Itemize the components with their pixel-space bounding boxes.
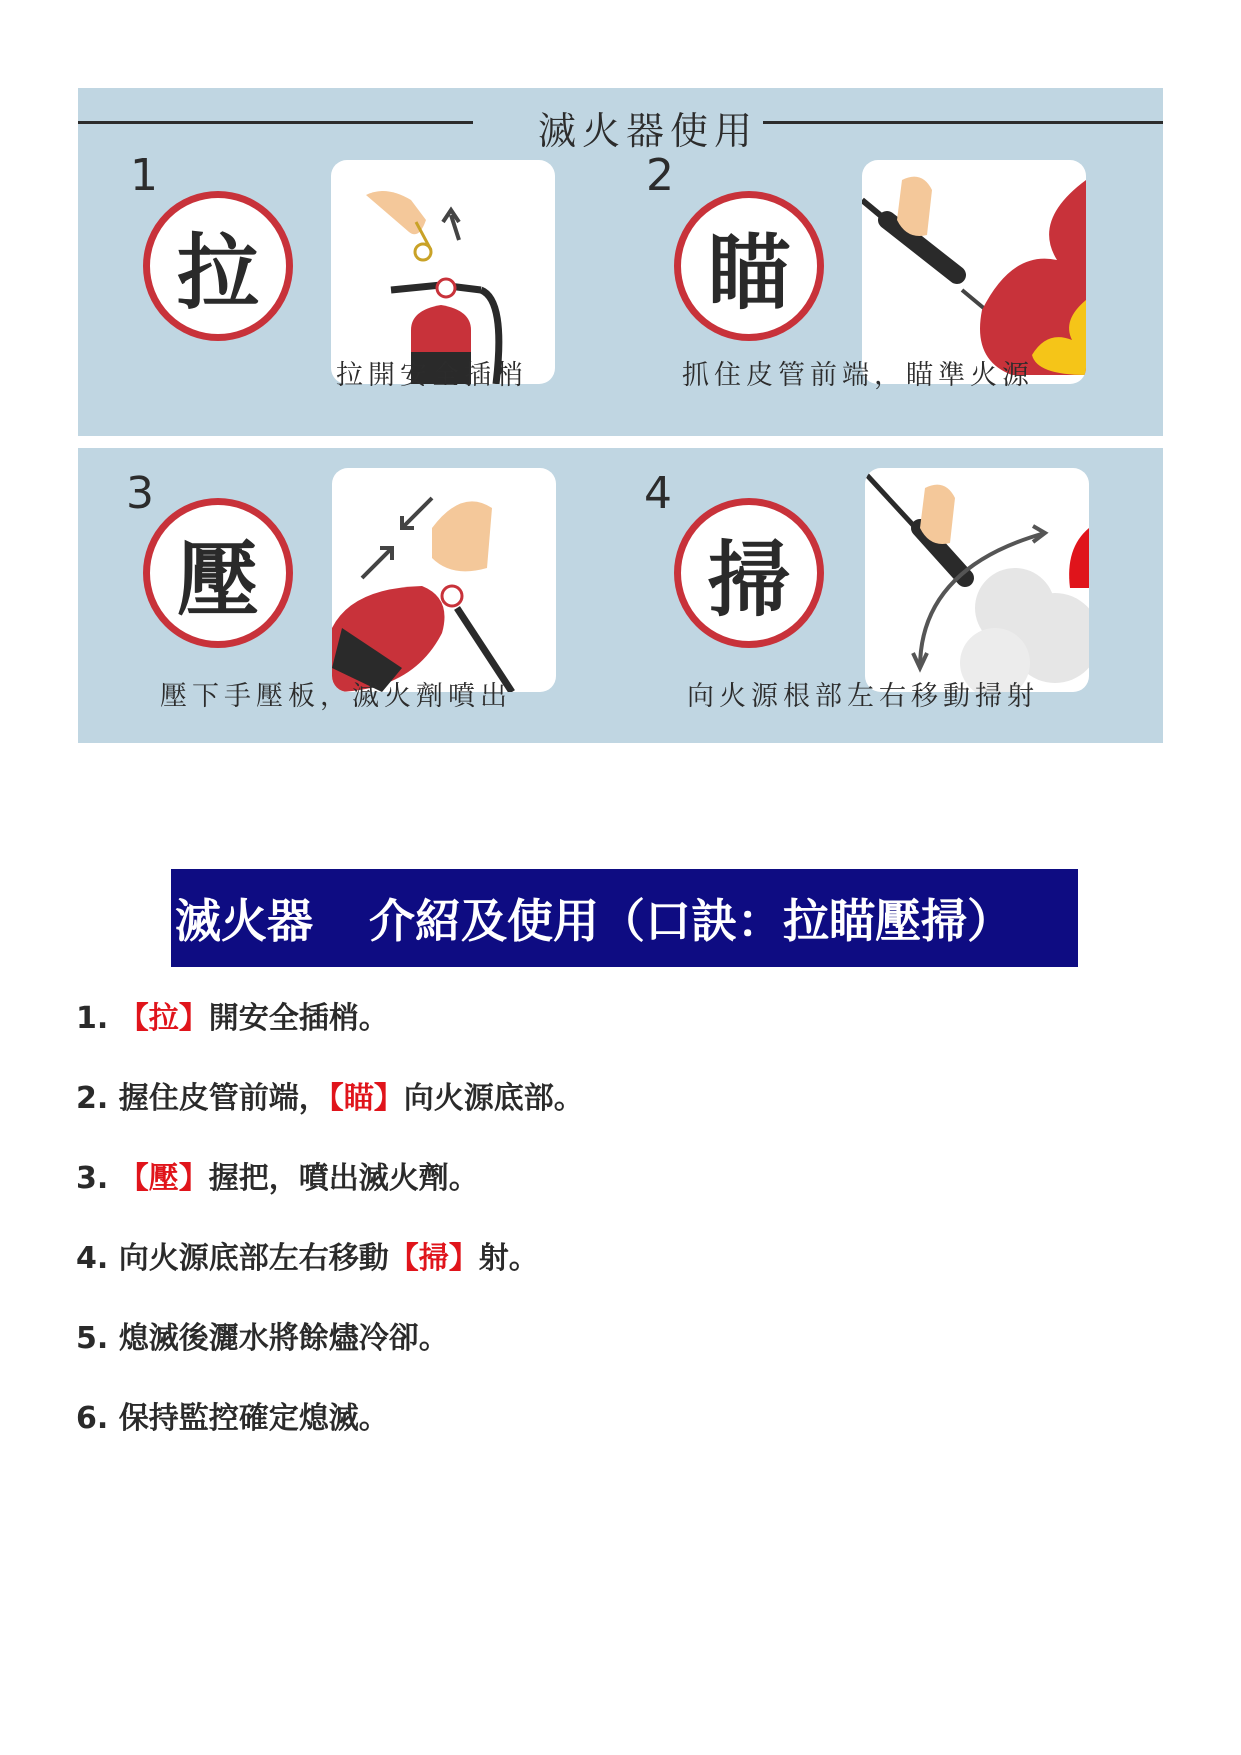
step-2-number: 2 (646, 150, 674, 201)
sweep-illustration (865, 468, 1089, 692)
squeeze-lever-illustration (332, 468, 556, 692)
aim-hose-illustration (862, 160, 1086, 384)
step-4-number: 4 (644, 468, 672, 519)
step-2-sign: 瞄 (674, 191, 824, 341)
list-item: 5. 熄滅後灑水將餘燼冷卻。 (76, 1321, 449, 1356)
heading-part-2: 介紹及使用（口訣：拉瞄壓掃） (369, 894, 1013, 948)
banner-title: 滅火器使用 (537, 109, 758, 153)
heading-part-1: 滅火器 (175, 894, 313, 948)
step-3-number: 3 (126, 468, 154, 519)
list-item: 6. 保持監控確定熄滅。 (76, 1401, 389, 1436)
step-1-number: 1 (130, 150, 158, 201)
list-item: 3. 【壓】握把，噴出滅火劑。 (76, 1161, 479, 1196)
step-4-sign: 掃 (674, 498, 824, 648)
step-4-caption: 向火源根部左右移動掃射 (687, 681, 1039, 712)
list-item: 2. 握住皮管前端，【瞄】向火源底部。 (76, 1081, 584, 1116)
instruction-list (76, 995, 584, 1475)
list-item: 4. 向火源底部左右移動【掃】射。 (76, 1241, 539, 1276)
title-divider-right (763, 121, 1163, 124)
keyword-aim: 【瞄】 (328, 1081, 404, 1116)
keyword-sweep: 【掃】 (388, 1241, 479, 1276)
pull-pin-illustration (331, 160, 555, 384)
fire-extinguisher-banner-top (78, 88, 1163, 436)
list-item: 1. 【拉】開安全插梢。 (76, 1001, 389, 1036)
title-divider-left (78, 121, 473, 124)
keyword-pull: 【拉】 (118, 1001, 209, 1036)
keyword-squeeze: 【壓】 (118, 1161, 209, 1196)
step-1-caption: 拉開安全插梢 (336, 360, 528, 391)
fire-extinguisher-banner-bottom (78, 448, 1163, 743)
step-2-caption: 抓住皮管前端，瞄準火源 (682, 360, 1034, 391)
step-3-sign: 壓 (143, 498, 293, 648)
step-3-caption: 壓下手壓板，滅火劑噴出 (160, 681, 512, 712)
step-1-sign: 拉 (143, 191, 293, 341)
section-heading (171, 869, 1078, 967)
